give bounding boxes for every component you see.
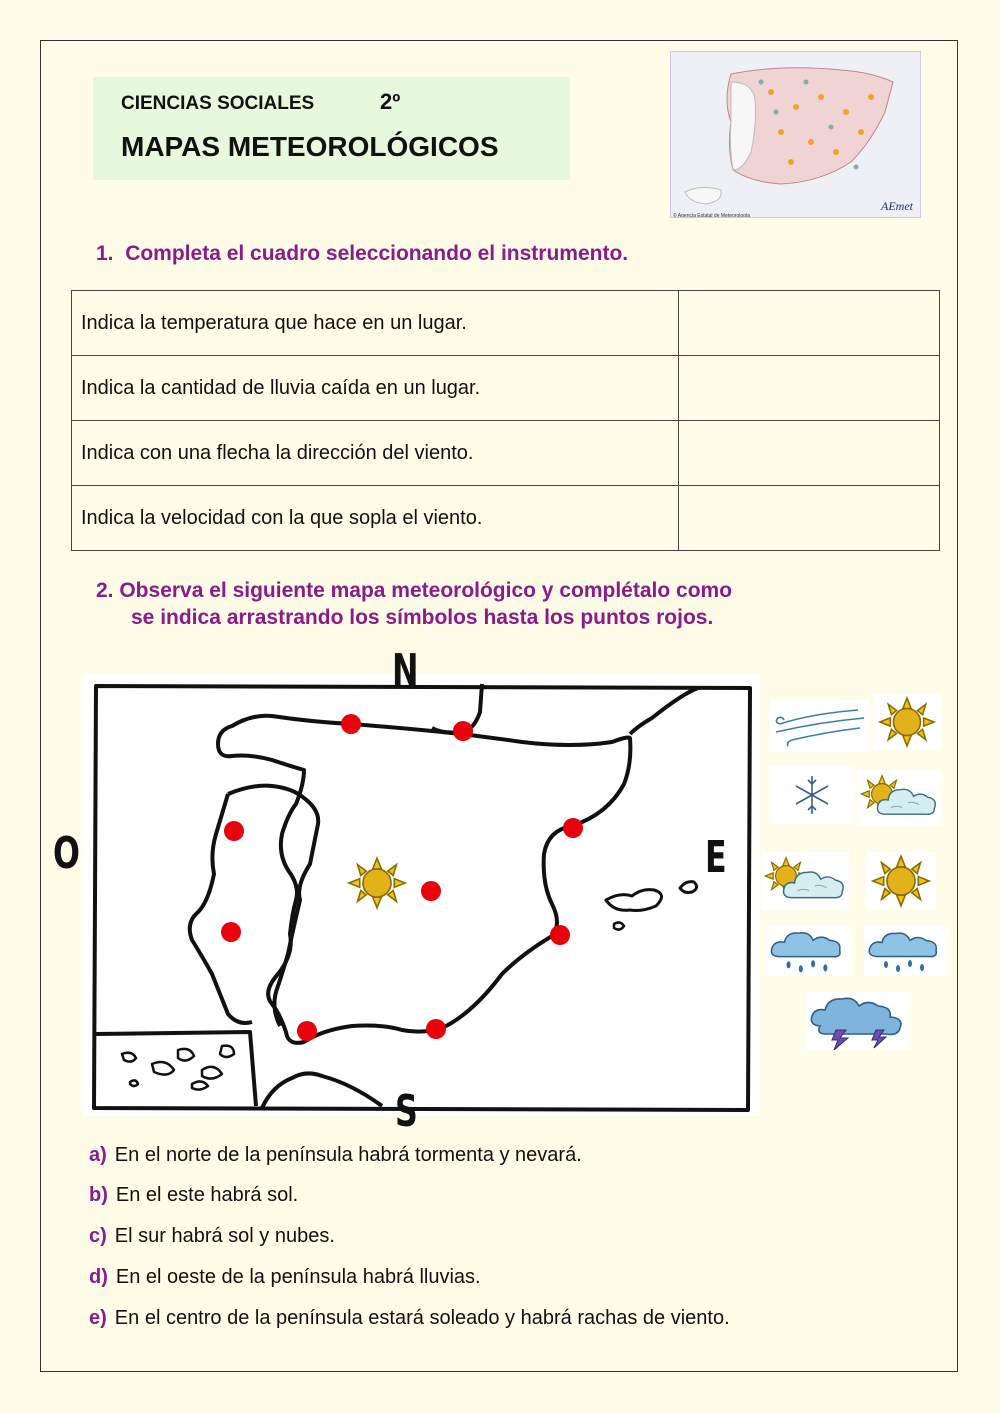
question-1-text: Completa el cuadro seleccionando el instrumento. — [125, 242, 629, 265]
snowflake-icon[interactable] — [770, 766, 854, 824]
table-row — [72, 356, 940, 421]
grade-label: 2º — [380, 89, 401, 114]
drop-target-dot[interactable] — [221, 922, 241, 942]
compass-east: E — [705, 832, 727, 883]
thumbnail-caption: © Agencia Estatal de Meteorología — [673, 213, 751, 218]
sun-icon — [349, 858, 405, 908]
list-item — [89, 1225, 335, 1248]
list-item — [89, 1266, 481, 1289]
rain-cloud-icon[interactable] — [864, 926, 948, 976]
item-text: El sur habrá sol y nubes. — [114, 1225, 335, 1247]
item-letter: e) — [89, 1307, 107, 1329]
answer-cell[interactable] — [679, 291, 940, 356]
item-text: En el oeste de la península habrá lluvias. — [115, 1266, 481, 1288]
table-row — [72, 421, 940, 486]
drop-target-dot[interactable] — [224, 821, 244, 841]
question-2-line-2: se indica arrastrando los símbolos hasta los puntos rojos. — [131, 606, 714, 629]
question-2-line-1: 2. Observa el siguiente mapa meteorológico y complétalo como — [96, 579, 733, 602]
list-item — [89, 1144, 582, 1167]
drop-target-dot[interactable] — [297, 1021, 317, 1041]
table-row — [72, 486, 940, 551]
answer-cell[interactable] — [679, 421, 940, 486]
list-item — [89, 1307, 730, 1330]
storm-cloud-icon[interactable] — [806, 992, 910, 1050]
drop-target-dot[interactable] — [453, 721, 473, 741]
question-2 — [96, 577, 732, 631]
wind-icon[interactable] — [770, 700, 870, 752]
instrument-table — [71, 290, 940, 551]
question-1-number: 1. — [96, 242, 114, 265]
aemet-logo: AEmet — [881, 199, 913, 213]
item-letter: b) — [89, 1184, 108, 1206]
drop-target-dot[interactable] — [341, 714, 361, 734]
row-text: Indica la velocidad con la que sopla el viento. — [72, 486, 679, 551]
row-text: Indica con una flecha la dirección del viento. — [72, 421, 679, 486]
drop-target-dot[interactable] — [421, 881, 441, 901]
table-row — [72, 291, 940, 356]
item-text: En el este habrá sol. — [115, 1184, 299, 1206]
answer-cell[interactable] — [679, 356, 940, 421]
item-letter: c) — [89, 1225, 107, 1247]
page-title: MAPAS METEOROLÓGICOS — [121, 131, 499, 162]
compass-west: O — [53, 828, 80, 879]
compass-south: S — [395, 1086, 418, 1137]
rain-cloud-icon[interactable] — [766, 926, 852, 976]
list-item — [89, 1184, 298, 1207]
item-letter: d) — [89, 1266, 108, 1288]
sun-cloud-icon[interactable] — [762, 852, 850, 910]
subject-label: CIENCIAS SOCIALES — [121, 93, 315, 114]
sun-icon[interactable] — [866, 852, 936, 910]
question-1 — [96, 240, 628, 267]
row-text: Indica la cantidad de lluvia caída en un lugar. — [72, 356, 679, 421]
sun-icon[interactable] — [873, 694, 941, 750]
compass-north: N — [392, 645, 419, 696]
drop-target-dot[interactable] — [426, 1019, 446, 1039]
sun-cloud-icon[interactable] — [858, 770, 942, 826]
item-text: En el norte de la península habrá tormenta y nevará. — [114, 1144, 582, 1166]
item-letter: a) — [89, 1144, 107, 1166]
drop-target-dot[interactable] — [550, 925, 570, 945]
iberia-map — [82, 674, 760, 1116]
answer-cell[interactable] — [679, 486, 940, 551]
row-text: Indica la temperatura que hace en un lugar. — [72, 291, 679, 356]
weather-map-thumbnail — [670, 51, 921, 218]
item-text: En el centro de la península estará soleado y habrá rachas de viento. — [114, 1307, 730, 1329]
drop-target-dot[interactable] — [563, 818, 583, 838]
